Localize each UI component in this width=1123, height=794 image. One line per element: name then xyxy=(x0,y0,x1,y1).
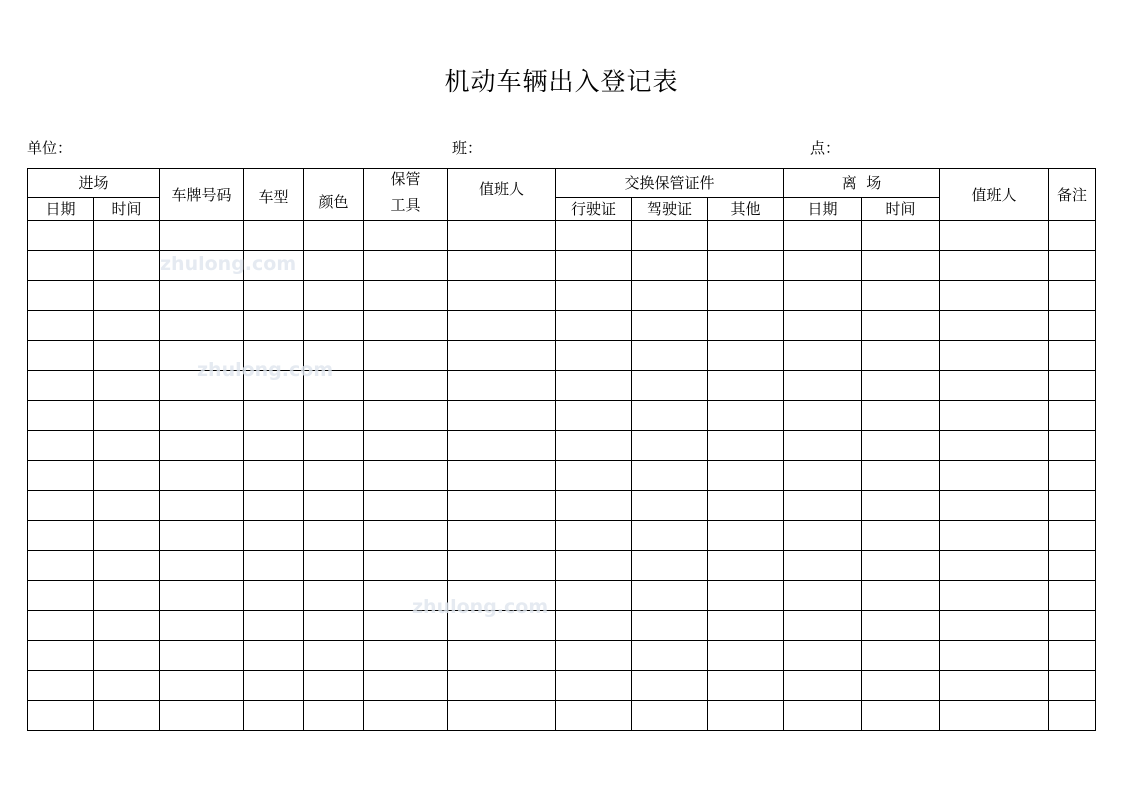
table-cell xyxy=(556,281,632,311)
table-cell xyxy=(708,491,784,521)
table-cell xyxy=(940,641,1049,671)
table-cell xyxy=(862,461,940,491)
table-cell xyxy=(632,701,708,731)
table-row xyxy=(28,251,1096,281)
register-table xyxy=(27,168,1096,731)
table-cell xyxy=(364,341,448,371)
table-cell xyxy=(940,221,1049,251)
table-cell xyxy=(28,461,94,491)
unit-label: 单位： xyxy=(27,139,73,157)
table-cell xyxy=(94,641,160,671)
table-cell xyxy=(364,671,448,701)
header-entry: 进场 xyxy=(28,169,160,198)
table-cell xyxy=(1049,401,1096,431)
table-cell xyxy=(556,221,632,251)
header-custody-sub: 工具 xyxy=(390,196,421,214)
table-cell xyxy=(244,521,304,551)
table-row xyxy=(28,221,1096,251)
table-cell xyxy=(448,641,556,671)
table-cell xyxy=(364,701,448,731)
table-cell xyxy=(160,221,244,251)
table-cell xyxy=(28,431,94,461)
table-cell xyxy=(160,401,244,431)
table-cell xyxy=(940,611,1049,641)
header-custody xyxy=(364,169,448,221)
table-cell xyxy=(862,491,940,521)
table-cell xyxy=(364,311,448,341)
table-cell xyxy=(940,401,1049,431)
table-cell xyxy=(632,251,708,281)
table-cell xyxy=(940,311,1049,341)
table-cell xyxy=(940,521,1049,551)
table-cell xyxy=(862,641,940,671)
table-cell xyxy=(940,281,1049,311)
table-row xyxy=(28,671,1096,701)
table-cell xyxy=(784,311,862,341)
table-row xyxy=(28,611,1096,641)
table-cell xyxy=(632,611,708,641)
table-cell xyxy=(304,341,364,371)
table-cell xyxy=(632,401,708,431)
table-cell xyxy=(304,581,364,611)
table-cell xyxy=(94,251,160,281)
table-cell xyxy=(28,701,94,731)
table-cell xyxy=(1049,671,1096,701)
header-other: 其他 xyxy=(708,197,784,220)
table-cell xyxy=(304,431,364,461)
table-cell xyxy=(160,491,244,521)
table-cell xyxy=(784,341,862,371)
table-cell xyxy=(940,491,1049,521)
table-cell xyxy=(784,251,862,281)
table-cell xyxy=(862,431,940,461)
table-cell xyxy=(28,221,94,251)
table-cell xyxy=(94,311,160,341)
table-cell xyxy=(448,491,556,521)
table-cell xyxy=(244,371,304,401)
table-cell xyxy=(632,671,708,701)
table-cell xyxy=(556,251,632,281)
table-cell xyxy=(244,551,304,581)
table-cell xyxy=(304,461,364,491)
table-row xyxy=(28,701,1096,731)
table-cell xyxy=(1049,461,1096,491)
table-cell xyxy=(364,551,448,581)
table-cell xyxy=(448,461,556,491)
table-cell xyxy=(940,581,1049,611)
table-cell xyxy=(556,311,632,341)
table-cell xyxy=(556,641,632,671)
table-cell xyxy=(862,401,940,431)
table-cell xyxy=(940,371,1049,401)
table-cell xyxy=(28,581,94,611)
table-cell xyxy=(244,701,304,731)
table-cell xyxy=(448,371,556,401)
table-cell xyxy=(862,551,940,581)
table-cell xyxy=(244,491,304,521)
table-cell xyxy=(448,581,556,611)
table-cell xyxy=(448,431,556,461)
table-cell xyxy=(708,431,784,461)
table-cell xyxy=(160,551,244,581)
table-cell xyxy=(784,521,862,551)
table-cell xyxy=(708,401,784,431)
table-cell xyxy=(448,611,556,641)
table-cell xyxy=(94,611,160,641)
table-row xyxy=(28,401,1096,431)
table-cell xyxy=(304,551,364,581)
table-row xyxy=(28,581,1096,611)
table-cell xyxy=(632,641,708,671)
table-cell xyxy=(160,701,244,731)
table-cell xyxy=(784,401,862,431)
table-cell xyxy=(708,581,784,611)
table-cell xyxy=(304,491,364,521)
table-cell xyxy=(862,521,940,551)
header-exit: 离 场 xyxy=(784,169,940,198)
table-cell xyxy=(244,611,304,641)
table-cell xyxy=(28,401,94,431)
table-cell xyxy=(708,251,784,281)
table-cell xyxy=(364,491,448,521)
table-cell xyxy=(556,401,632,431)
table-cell xyxy=(160,311,244,341)
table-cell xyxy=(448,341,556,371)
table-cell xyxy=(244,341,304,371)
table-cell xyxy=(94,551,160,581)
table-cell xyxy=(304,311,364,341)
table-cell xyxy=(708,641,784,671)
table-cell xyxy=(708,551,784,581)
table-cell xyxy=(556,521,632,551)
table-cell xyxy=(244,431,304,461)
header-driving-license: 行驶证 xyxy=(556,197,632,220)
table-cell xyxy=(28,611,94,641)
table-cell xyxy=(448,251,556,281)
table-cell xyxy=(304,611,364,641)
table-row xyxy=(28,521,1096,551)
table-cell xyxy=(556,431,632,461)
table-cell xyxy=(1049,251,1096,281)
table-cell xyxy=(160,581,244,611)
table-cell xyxy=(708,371,784,401)
table-cell xyxy=(784,581,862,611)
table-cell xyxy=(784,491,862,521)
table-cell xyxy=(304,671,364,701)
table-cell xyxy=(556,551,632,581)
table-cell xyxy=(784,281,862,311)
table-cell xyxy=(784,671,862,701)
table-cell xyxy=(708,341,784,371)
table-row xyxy=(28,341,1096,371)
table-cell xyxy=(448,401,556,431)
table-cell xyxy=(304,221,364,251)
header-exit-time: 时间 xyxy=(862,197,940,220)
table-row xyxy=(28,551,1096,581)
header-entry-date: 日期 xyxy=(28,197,94,220)
table-cell xyxy=(94,371,160,401)
table-cell xyxy=(28,371,94,401)
table-cell xyxy=(708,281,784,311)
table-cell xyxy=(364,581,448,611)
table-cell xyxy=(94,281,160,311)
table-cell xyxy=(1049,311,1096,341)
table-cell xyxy=(784,701,862,731)
table-cell xyxy=(244,251,304,281)
header-row-1 xyxy=(28,169,1096,198)
table-row xyxy=(28,461,1096,491)
table-cell xyxy=(244,221,304,251)
table-cell xyxy=(28,281,94,311)
watermark-1: zhulong.com xyxy=(160,253,297,275)
table-cell xyxy=(304,251,364,281)
table-cell xyxy=(244,461,304,491)
table-cell xyxy=(1049,281,1096,311)
table-cell xyxy=(94,341,160,371)
table-cell xyxy=(556,611,632,641)
table-cell xyxy=(28,251,94,281)
table-cell xyxy=(364,221,448,251)
table-cell xyxy=(708,611,784,641)
table-cell xyxy=(28,521,94,551)
table-cell xyxy=(364,461,448,491)
table-cell xyxy=(304,641,364,671)
header-plate: 车牌号码 xyxy=(160,169,244,221)
table-cell xyxy=(94,701,160,731)
table-cell xyxy=(708,521,784,551)
table-cell xyxy=(708,221,784,251)
table-cell xyxy=(160,461,244,491)
table-cell xyxy=(632,551,708,581)
table-cell xyxy=(940,341,1049,371)
table-cell xyxy=(28,491,94,521)
table-cell xyxy=(28,671,94,701)
table-cell xyxy=(160,611,244,641)
table-cell xyxy=(940,461,1049,491)
table-cell xyxy=(1049,341,1096,371)
table-cell xyxy=(448,671,556,701)
table-cell xyxy=(160,641,244,671)
table-cell xyxy=(632,431,708,461)
table-cell xyxy=(632,581,708,611)
table-cell xyxy=(160,521,244,551)
table-cell xyxy=(28,641,94,671)
table-cell xyxy=(784,641,862,671)
header-attendant2: 值班人 xyxy=(940,169,1049,221)
table-cell xyxy=(304,521,364,551)
table-cell xyxy=(784,371,862,401)
point-label: 点： xyxy=(810,139,841,157)
table-cell xyxy=(94,521,160,551)
table-cell xyxy=(784,221,862,251)
table-cell xyxy=(94,581,160,611)
table-cell xyxy=(1049,551,1096,581)
table-cell xyxy=(1049,581,1096,611)
table-cell xyxy=(94,221,160,251)
table-cell xyxy=(862,671,940,701)
table-cell xyxy=(28,311,94,341)
table-cell xyxy=(94,461,160,491)
table-cell xyxy=(304,281,364,311)
table-cell xyxy=(940,251,1049,281)
table-cell xyxy=(708,311,784,341)
table-cell xyxy=(94,431,160,461)
table-cell xyxy=(160,341,244,371)
table-cell xyxy=(160,671,244,701)
table-cell xyxy=(244,311,304,341)
table-cell xyxy=(556,341,632,371)
table-cell xyxy=(304,371,364,401)
table-cell xyxy=(632,341,708,371)
table-row xyxy=(28,431,1096,461)
table-cell xyxy=(364,431,448,461)
table-cell xyxy=(1049,491,1096,521)
header-driver-license: 驾驶证 xyxy=(632,197,708,220)
table-cell xyxy=(862,611,940,641)
table-cell xyxy=(784,611,862,641)
shift-label: 班： xyxy=(452,139,483,157)
table-cell xyxy=(708,701,784,731)
table-cell xyxy=(556,461,632,491)
table-row xyxy=(28,491,1096,521)
table-cell xyxy=(364,641,448,671)
table-cell xyxy=(1049,611,1096,641)
table-cell xyxy=(862,701,940,731)
table-cell xyxy=(94,671,160,701)
header-entry-time: 时间 xyxy=(94,197,160,220)
table-cell xyxy=(1049,371,1096,401)
watermark-3: zhulong.com xyxy=(412,596,549,618)
table-cell xyxy=(244,581,304,611)
table-cell xyxy=(862,221,940,251)
table-row xyxy=(28,311,1096,341)
table-cell xyxy=(448,521,556,551)
table-cell xyxy=(244,671,304,701)
table-cell xyxy=(364,371,448,401)
table-cell xyxy=(160,431,244,461)
table-cell xyxy=(862,281,940,311)
table-cell xyxy=(632,371,708,401)
table-cell xyxy=(364,611,448,641)
header-exchange: 交换保管证件 xyxy=(556,169,784,198)
table-cell xyxy=(632,281,708,311)
table-cell xyxy=(448,281,556,311)
table-cell xyxy=(364,401,448,431)
table-cell xyxy=(1049,641,1096,671)
header-color: 颜色 xyxy=(304,169,364,221)
table-cell xyxy=(244,281,304,311)
table-cell xyxy=(364,521,448,551)
table-cell xyxy=(632,311,708,341)
table-cell xyxy=(1049,521,1096,551)
table-cell xyxy=(448,221,556,251)
table-cell xyxy=(784,551,862,581)
table-cell xyxy=(304,401,364,431)
table-cell xyxy=(160,251,244,281)
table-row xyxy=(28,641,1096,671)
table-cell xyxy=(556,701,632,731)
table-cell xyxy=(28,341,94,371)
table-cell xyxy=(1049,431,1096,461)
table-cell xyxy=(862,371,940,401)
table-cell xyxy=(632,461,708,491)
page-title: 机动车辆出入登记表 xyxy=(444,67,679,96)
header-model: 车型 xyxy=(244,169,304,221)
table-cell xyxy=(448,701,556,731)
table-row xyxy=(28,371,1096,401)
table-cell xyxy=(862,581,940,611)
table-cell xyxy=(364,281,448,311)
table-cell xyxy=(940,701,1049,731)
table-cell xyxy=(632,521,708,551)
table-cell xyxy=(556,371,632,401)
watermark-2: zhulong.com xyxy=(197,359,334,381)
table-cell xyxy=(160,281,244,311)
table-cell xyxy=(448,551,556,581)
table-cell xyxy=(556,581,632,611)
header-notes: 备注 xyxy=(1049,169,1096,221)
table-cell xyxy=(304,701,364,731)
table-cell xyxy=(708,461,784,491)
table-cell xyxy=(862,341,940,371)
table-cell xyxy=(862,251,940,281)
table-cell xyxy=(244,641,304,671)
table-row xyxy=(28,281,1096,311)
header-exit-date: 日期 xyxy=(784,197,862,220)
table-cell xyxy=(708,671,784,701)
table-cell xyxy=(632,221,708,251)
table-cell xyxy=(784,431,862,461)
header-custody-label: 保管 xyxy=(390,170,421,188)
table-cell xyxy=(940,431,1049,461)
table-cell xyxy=(94,401,160,431)
table-cell xyxy=(784,461,862,491)
table-cell xyxy=(1049,701,1096,731)
table-cell xyxy=(1049,221,1096,251)
table-cell xyxy=(556,671,632,701)
table-cell xyxy=(244,401,304,431)
table-cell xyxy=(364,251,448,281)
table-cell xyxy=(632,491,708,521)
table-cell xyxy=(448,311,556,341)
table-cell xyxy=(556,491,632,521)
table-cell xyxy=(940,671,1049,701)
table-cell xyxy=(94,491,160,521)
table-cell xyxy=(862,311,940,341)
table-cell xyxy=(940,551,1049,581)
table-cell xyxy=(160,371,244,401)
table-cell xyxy=(28,551,94,581)
header-attendant: 值班人 xyxy=(448,169,556,221)
